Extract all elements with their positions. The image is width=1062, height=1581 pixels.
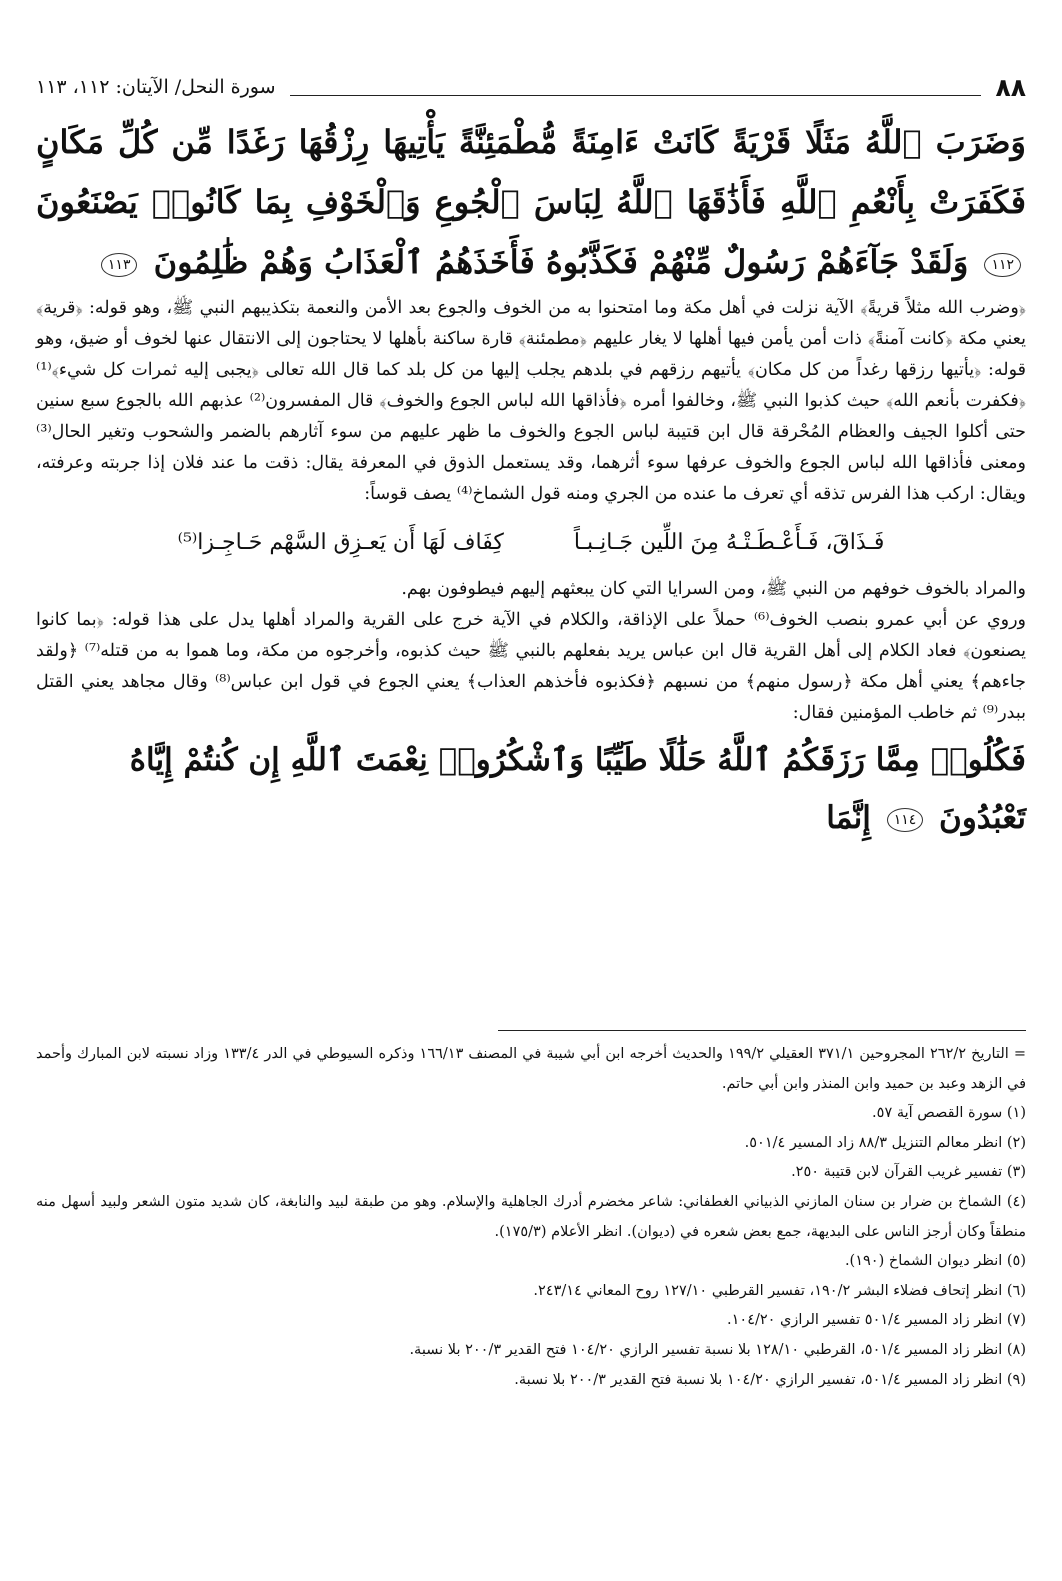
verse-113-text: وَلَقَدْ جَآءَهُمْ رَسُولٌ مِّنْهُمْ فَكَذَّبُوهُ فَأَخَذَهُمُ ٱلْعَذَابُ وَهُمْ ظَٰلِمُونَ	[153, 243, 969, 281]
footnote-separator	[498, 1030, 1026, 1031]
footnote-4: (٤) الشماخ بن ضرار بن سنان المازني الذبياني الغطفاني: شاعر مخضرم أدرك الجاهلية والإسلام. وهو من طبقة لبيد والنابغة، كان شديد متون الشعر ولبيد أسهل منه منطقاً وكان أرجز الناس على البديهة، جمع بعض شعره في (ديوان). انظر الأعلام (١٧٥/٣).	[36, 1193, 1026, 1240]
poem-verse	[36, 514, 1026, 572]
footnote-continued: = التاريخ ٢٦٢/٢ المجروحين ٣٧١/١ العقيلي ١٩٩/٢ والحديث أخرجه ابن أبي شيبة في المصنف ١٦٦/١٣ وذكره السيوطي في الدر ١٣٣/٤ وزاد نسبته لابن المبارك وأحمد في الزهد وعبد بن حميد وابن المنذر وابن أبي حاتم.	[36, 1046, 1026, 1092]
footnotes-block	[36, 1040, 1026, 1395]
footnote-6: (٦) انظر إتحاف فضلاء البشر ١٩٠/٢، تفسير القرطبي ١٢٧/١٠ روح المعاني ٢٤٣/١٤.	[533, 1282, 1026, 1299]
verse-115-start: إِنَّمَا	[826, 800, 871, 836]
commentary-paragraph-2: والمراد بالخوف خوفهم من النبي ﷺ، ومن السرايا التي كان يبعثهم إليهم فيطوفون بهم.	[401, 579, 1026, 599]
footnote-1: (١) سورة القصص آية ٥٧.	[872, 1105, 1026, 1122]
footnote-7: (٧) انظر زاد المسير ٥٠١/٤ تفسير الرازي ١٠٤/٢٠.	[727, 1312, 1026, 1329]
footnote-8: (٨) انظر زاد المسير ٥٠١/٤، القرطبي ١٢٨/١٠ بلا نسبة تفسير الرازي ١٠٤/٢٠ فتح القدير ٢٠٠/٣ بلا نسبة.	[409, 1341, 1026, 1358]
footnote-2: (٢) انظر معالم التنزيل ٨٨/٣ زاد المسير ٥٠١/٤.	[744, 1134, 1026, 1151]
page-header	[36, 70, 1026, 104]
running-title: سورة النحل/ الآيتان: ١١٢، ١١٣	[36, 76, 276, 98]
footnote-3: (٣) تفسير غريب القرآن لابن قتيبة ٢٥٠.	[791, 1164, 1026, 1181]
verse-114-text: فَكُلُوا۟ مِمَّا رَزَقَكُمُ ٱللَّهُ حَلَٰلًا طَيِّبًا وَٱشْكُرُوا۟ نِعْمَتَ ٱللَّهِ إِن كُنتُمْ إِيَّاهُ تَعْبُدُونَ	[129, 742, 1026, 836]
verse-marker-112: ١١٢	[984, 253, 1021, 277]
commentary-block	[36, 293, 1026, 847]
verse-marker-114: ١١٤	[887, 808, 924, 832]
poem-first-hemistich: فَـذَاقَ، فَـأَعْـطَـتْـهُ مِنَ اللِّين جَـانِـبـاً	[573, 530, 885, 555]
poem-second-hemistich: كِفَاف لَهَا أَن يَعـزِق السَّهْم حَـاجِـزا⁽⁵⁾	[177, 530, 504, 555]
commentary-paragraph-3: وروي عن أبي عمرو بنصب الخوف⁽⁶⁾ حملاً على الإذاقة، والكلام في الآية خرج على القرية والمراد أهلها يدل على هذا قوله: ﴿بما كانوا يصنعون﴾ فعاد الكلام إلى أهل القرية قال ابن عباس يريد بفعلهم بالنبي ﷺ حيث كذبوه، وأخرجوه من مكة، وما هموا به من قتله⁽⁷⁾ ﴿ولقد جاءهم﴾ يعني أهل مكة ﴿رسول منهم﴾ من نسبهم ﴿فكذبوه فأخذهم العذاب﴾ يعني الجوع في قول ابن عباس⁽⁸⁾ وقال مجاهد يعني القتل ببدر⁽⁹⁾ ثم خاطب المؤمنين فقال:	[36, 610, 1027, 723]
verse-114-line	[36, 731, 1026, 847]
footnote-5: (٥) انظر ديوان الشماخ (١٩٠).	[844, 1253, 1026, 1270]
header-rule	[290, 79, 982, 96]
quran-verses-block	[36, 112, 1026, 292]
verse-marker-113: ١١٣	[101, 253, 138, 277]
page-number: ٨٨	[995, 72, 1026, 102]
commentary-paragraph-1: ﴿وضرب الله مثلاً قريةً﴾ الآية نزلت في أهل مكة وما امتحنوا به من الخوف والجوع بعد الأمن والنعمة بتكذيبهم النبي ﷺ، وهو قوله: ﴿قرية﴾ يعني مكة ﴿كانت آمنةً﴾ ذات أمن يأمن فيها أهلها لا يغار عليهم ﴿مطمئنة﴾ قارة ساكنة بأهلها لا يحتاجون إلى الانتقال عنها لخوف أو ضيق، وهو قوله: ﴿يأتيها رزقها رغداً من كل مكان﴾ يأتيهم رزقهم في بلدهم يجلب إليها من كل بلد كما قال الله تعالى ﴿يجبى إليه ثمرات كل شيء﴾⁽¹⁾ ﴿فكفرت بأنعم الله﴾ حيث كذبوا النبي ﷺ، وخالفوا أمره ﴿فأذاقها الله لباس الجوع والخوف﴾ قال المفسرون⁽²⁾ عذبهم الله بالجوع سبع سنين حتى أكلوا الجيف والعظام المُحْرقة قال ابن قتيبة لباس الجوع والخوف ما ظهر عليهم من سوء آثارهم بالضمر والشحوب وتغير الحال⁽³⁾ ومعنى فأذاقها الله لباس الجوع والخوف عرفها سوء أثرهما، وقد يستعمل الذوق في المعرفة يقال: ذقت ما عند فلان إذا جربته وعرفته، ويقال: اركب هذا الفرس تذقه أي تعرف ما عنده من الجري ومنه قول الشماخ⁽⁴⁾ يصف قوساً:	[36, 298, 1026, 504]
footnote-9: (٩) انظر زاد المسير ٥٠١/٤، تفسير الرازي ١٠٤/٢٠ بلا نسبة فتح القدير ٢٠٠/٣ بلا نسبة.	[514, 1371, 1026, 1388]
verse-112-text: وَضَرَبَ ٱللَّهُ مَثَلًا قَرْيَةً كَانَتْ ءَامِنَةً مُّطْمَئِنَّةً يَأْتِيهَا رِزْقُهَا رَغَدًا مِّن كُلِّ مَكَانٍ فَكَفَرَتْ بِأَنْعُمِ ٱللَّهِ فَأَذَٰقَهَا ٱللَّهُ لِبَاسَ ٱلْجُوعِ وَٱلْخَوْفِ بِمَا كَانُوا۟ يَصْنَعُونَ	[36, 123, 1027, 221]
